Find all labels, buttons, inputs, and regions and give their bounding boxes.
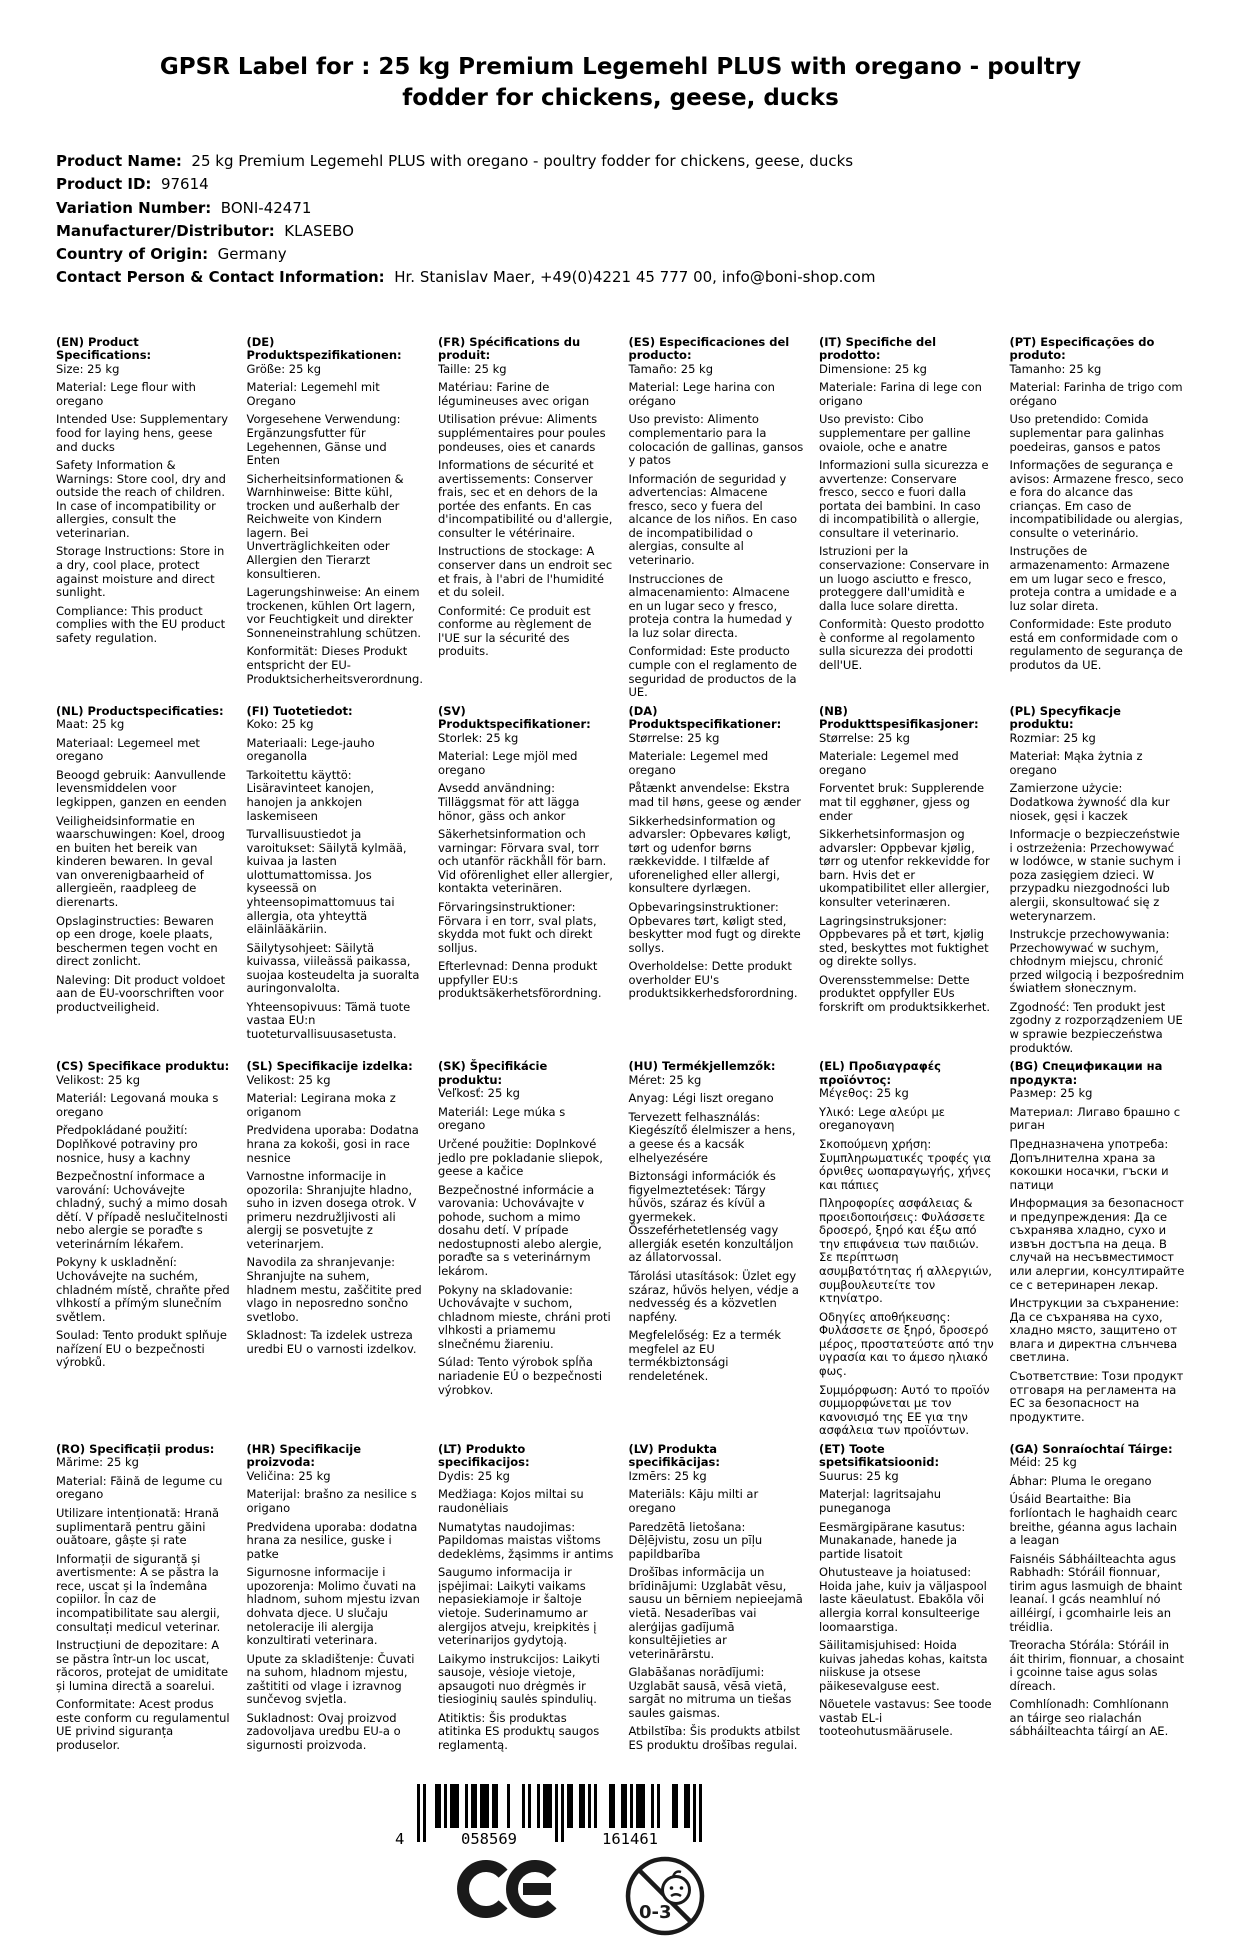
lang-block-it xyxy=(819,336,995,705)
spec-line: Informações de segurança e avisos: Armazene fresco, seco e fora do alcance das crianças. Em caso de incompatibilidade ou alergias, consulte o veterinário. xyxy=(1009,458,1184,540)
lang-block-pt xyxy=(1010,336,1186,705)
spec-line: Treoracha Stórála: Stóráil in áit thirim, fionnuar, a chosaint i gcoinne taise agus solas díreach. xyxy=(1009,1638,1184,1693)
spec-line: Material: Farinha de trigo com orégano xyxy=(1009,380,1183,408)
field-label: Product ID: xyxy=(56,175,152,194)
spec-line: Koko: 25 kg xyxy=(246,717,314,732)
spec-line: Οδηγίες αποθήκευσης: Φυλάσσετε σε ξηρό, δροσερό μέρος, προστατεύστε από την υγρασία και το άμεσο ηλιακό φως. xyxy=(819,1309,994,1378)
spec-line: Informations de sécurité et avertissements: Conserver frais, sec et en dehors de la portée des enfants. En cas d'incompatibilité ou d'allergie, consulter le vétérinaire. xyxy=(438,458,613,540)
spec-line: Intended Use: Supplementary food for laying hens, geese and ducks xyxy=(56,412,229,454)
lang-block-fi xyxy=(247,705,424,1061)
product-info-row xyxy=(56,220,1185,243)
age-warning-glyph xyxy=(623,1854,707,1938)
spec-line: Tárolási utasítások: Üzlet egy száraz, hűvös helyen, védje a nedvesség és a közvetlen napfény. xyxy=(628,1269,799,1324)
spec-line: Sicherheitsinformationen & Warnhinweise: Bitte kühl, trocken und außerhalb der Reichweite von Kindern lagern. Bei Unverträglichkeiten oder Allergien den Tierarzt konsultieren. xyxy=(246,471,404,581)
spec-line: Bezpečnostní informace a varování: Uchovávejte chladný, suchý a mimo dosah dětí. V případě neslučitelnosti nebo alergie se poraďte s veterinárním lékařem. xyxy=(56,1169,228,1251)
spec-line: Størrelse: 25 kg xyxy=(819,730,910,745)
barcode-bars xyxy=(385,1784,715,1848)
spec-line: Conformidad: Este producto cumple con el reglamento de seguridad de productos de la UE. xyxy=(628,644,798,700)
spec-line: Méret: 25 kg xyxy=(628,1072,702,1087)
field-value: Hr. Stanislav Maer, +49(0)4221 45 777 00, info@boni-shop.com xyxy=(384,268,876,287)
spec-line: Uso pretendido: Comida suplementar para galinhas poedeiras, gansos e patos xyxy=(1009,412,1164,454)
spec-line: Dydis: 25 kg xyxy=(438,1468,510,1483)
spec-line: Vorgesehene Verwendung: Ergänzungsfutter für Legehennen, Gänse und Enten xyxy=(246,412,401,468)
spec-line: Säilitamisjuhised: Hoida kuivas jahedas kohas, kaitsta niiskuse ja otsese päikesevalguse eest. xyxy=(819,1638,988,1693)
spec-line: Instrucțiuni de depozitare: A se păstra într-un loc uscat, răcoros, protejat de umiditate și lumina directă a soarelui. xyxy=(56,1638,229,1693)
spec-line: Compliance: This product complies with the EU product safety regulation. xyxy=(56,603,226,645)
spec-line: Megfelelőség: Ez a termék megfelel az EU termékbiztonsági rendeletének. xyxy=(628,1328,782,1383)
spec-line: Storage Instructions: Store in a dry, cool place, protect against moisture and direct sunlight. xyxy=(56,544,225,600)
spec-line: Instruções de armazenamento: Armazene em um lugar seco e fresco, proteja contra a umidade e a luz solar direta. xyxy=(1009,544,1177,613)
spec-line: Sukladnost: Ovaj proizvod zadovoljava uredbu EU-a o sigurnosti proizvoda. xyxy=(246,1710,401,1753)
spec-line: Tarkoitettu käyttö: Lisäravinteet kanojen, hanojen ja ankkojen laskemiseen xyxy=(246,767,375,823)
lang-block-title: (ET) Toote spetsifikatsioonid: xyxy=(819,1441,940,1470)
spec-line: Conformità: Questo prodotto è conforme al regolamento sulla sicurezza dei prodotti dell'UE. xyxy=(819,617,985,672)
spec-line: Σκοπούμενη χρήση: Συμπληρωματικές τροφές για όρνιθες ωοπαραγωγής, χήνες και πάπιες xyxy=(819,1136,992,1192)
field-label: Variation Number: xyxy=(56,198,212,217)
age-warning-label: 0-3 xyxy=(639,1901,672,1923)
spec-line: Soulad: Tento produkt splňuje nařízení EU o bezpečnosti výrobků. xyxy=(56,1328,227,1370)
lang-block-title: (GA) Sonraíochtaí Táirge: xyxy=(1009,1441,1173,1456)
spec-line: Tamanho: 25 kg xyxy=(1009,361,1102,376)
lang-block-es xyxy=(629,336,805,705)
lang-block-title: (HU) Termékjellemzők: xyxy=(628,1059,776,1074)
product-info xyxy=(56,150,1185,290)
lang-block-title: (FR) Spécifications du produit: xyxy=(438,334,581,363)
lang-block-en xyxy=(56,336,232,705)
lang-block-lt xyxy=(438,1443,614,1758)
lang-block-title: (SV) Produktspecifikationer: xyxy=(438,703,591,732)
spec-line: Veličina: 25 kg xyxy=(246,1468,331,1483)
lang-block-de xyxy=(247,336,424,705)
compliance-symbols xyxy=(457,1860,815,1948)
lang-block-lv xyxy=(629,1443,805,1758)
spec-line: Eesmärgipärane kasutus: Munakanade, hanede ja partide lisatoit xyxy=(819,1519,966,1561)
spec-line: Veiligheidsinformatie en waarschuwingen: Koel, droog en buiten het bereik van kinderen bewaren. In geval van onverenigbaarheid of allergieën, raadpleeg de dierenarts. xyxy=(56,813,225,909)
spec-line: Informazioni sulla sicurezza e avvertenze: Conservare fresco, secco e fuori dalla portata dei bambini. In caso di incompatibilità o allergie, consultare il veterinario. xyxy=(819,458,989,540)
spec-line: Zgodność: Ten produkt jest zgodny z rozporządzeniem UE w sprawie bezpieczeństwa produktów. xyxy=(1009,999,1183,1055)
lang-block-sv xyxy=(438,705,614,1061)
spec-line: Saugumo informacija ir įspėjimai: Laikyti vaikams nepasiekiamoje ir šaltoje vietoje. Suderinamumo ar alergijos atveju, kreipkitės į veterinarijos gydytoją. xyxy=(438,1565,597,1648)
spec-line: Predvidena uporaba: Dodatna hrana za kokoši, gosi in race nesnice xyxy=(246,1123,419,1165)
spec-line: Opslaginstructies: Bewaren op een droge, koele plaats, beschermen tegen vocht en direct zonlicht. xyxy=(56,913,218,969)
spec-line: Turvallisuustiedot ja varoitukset: Säilytä kylmää, kuivaa ja lasten ulottumattomissa. Jos kyseessä on yhteensopimattomuus tai allergia, ota yhteyttä eläinlääkäriin. xyxy=(246,827,407,937)
spec-line: Laikymo instrukcijos: Laikyti sausoje, vėsioje vietoje, apsaugoti nuo drėgmės ir tiesioginių saulės spindulių. xyxy=(438,1651,600,1707)
spec-line: Material: Lege flour with oregano xyxy=(56,380,196,408)
lang-block-title: (IT) Specifiche del prodotto: xyxy=(819,334,937,363)
spec-line: Atbilstība: Šis produkts atbilst ES produktu drošības regulai. xyxy=(628,1724,801,1753)
lang-block-nl xyxy=(56,705,232,1061)
spec-line: Storlek: 25 kg xyxy=(438,730,519,745)
spec-line: Glabāšanas norādījumi: Uzglabāt sausā, vēsā vietā, sargāt no mitruma un tiešas saules gaismas. xyxy=(628,1665,792,1720)
spec-line: Pokyny k uskladnění: Uchovávejte na suchém, chladném místě, chraňte před vlhkostí a přímým slunečním světlem. xyxy=(56,1255,230,1324)
spec-line: Bezpečnostné informácie a varovania: Uchovávajte v pohode, suchom a mimo dosahu detí. V prípade nedostupnosti alebo alergie, poraďte sa s veterinárnym lekárom. xyxy=(438,1182,602,1279)
field-value: KLASEBO xyxy=(274,221,354,240)
spec-line: Utilisation prévue: Aliments supplémentaires pour poules pondeuses, oies et canards xyxy=(438,412,606,454)
lang-block-title: (RO) Specificații produs: xyxy=(56,1441,215,1456)
spec-line: Materjal: lagritsajahu puneganoga xyxy=(819,1487,942,1516)
lang-block-title: (LV) Produkta specifikācijas: xyxy=(628,1441,720,1470)
lang-block-hu xyxy=(629,1060,805,1443)
spec-line: Materiál: Legovaná mouka s oregano xyxy=(56,1091,219,1119)
lang-block-title: (SK) Špecifikácie produktu: xyxy=(438,1059,548,1087)
spec-line: Instrukcje przechowywania: Przechowywać w suchym, chłodnym miejscu, chronić przed wilgocią i bezpośrednim światłem słonecznym. xyxy=(1009,927,1185,996)
spec-line: Efterlevnad: Denna produkt uppfyller EU:s produktsäkerhetsförordning. xyxy=(438,959,602,1001)
barcode-digit-group: 161461 xyxy=(602,1829,658,1848)
spec-line: Pokyny na skladovanie: Uchovávajte v suchom, chladnom mieste, chráni proti vlhkosti a priamemu slnečnému žiareniu. xyxy=(438,1282,611,1351)
field-value: 97614 xyxy=(151,175,209,194)
lang-block-title: (DE) Produktspezifikationen: xyxy=(246,334,402,363)
spec-line: Lagringsinstruksjoner: Oppbevares på et tørt, kjølig sted, beskyttes mot fuktighet og direkte sollys. xyxy=(819,913,989,969)
barcode-digit-left: 4 xyxy=(395,1829,405,1848)
spec-line: Matériau: Farine de légumineuses avec origan xyxy=(438,380,590,408)
spec-line: Avsedd användning: Tilläggsmat för att lägga hönor, gäss och ankor xyxy=(438,781,580,823)
lang-block-title: (SL) Specifikacije izdelka: xyxy=(246,1059,413,1074)
field-value: 25 kg Premium Legemehl PLUS with oregano - poultry fodder for chickens, geese, ducks xyxy=(181,152,854,171)
spec-line: Material: Legirana moka z origanom xyxy=(246,1091,396,1119)
lang-block-ga xyxy=(1010,1443,1186,1758)
spec-line: Zamierzone użycie: Dodatkowa żywność dla kur niosek, gęsi i kaczek xyxy=(1009,781,1170,823)
spec-line: Mărime: 25 kg xyxy=(56,1455,139,1470)
lang-block-hr xyxy=(247,1443,424,1758)
product-info-row xyxy=(56,173,1185,196)
field-label: Contact Person & Contact Information: xyxy=(56,268,385,287)
field-label: Country of Origin: xyxy=(56,245,209,264)
spec-line: Material: Făină de legume cu oregano xyxy=(56,1473,223,1502)
spec-line: Safety Information & Warnings: Store cool, dry and outside the reach of children. In case of incompatibility or allergies, consult the veterinarian. xyxy=(56,458,226,540)
ce-mark-glyph xyxy=(457,1860,567,1918)
spec-line: Materiaali: Lege-jauho oreganolla xyxy=(246,735,375,764)
spec-line: Størrelse: 25 kg xyxy=(628,730,720,745)
spec-line: Предназначена употреба: Допълнителна храна за кокошки носачки, гъски и патици xyxy=(1009,1136,1169,1192)
spec-line: Conformité: Ce produit est conforme au règlement de l'UE sur la sécurité des produits. xyxy=(438,603,592,659)
spec-line: Méid: 25 kg xyxy=(1009,1455,1077,1470)
spec-line: Atitiktis: Šis produktas atitinka ES produktų saugos reglamentą. xyxy=(438,1710,600,1753)
page-title: GPSR Label for : 25 kg Premium Legemehl PLUS with oregano - poultry fodder for chickens, geese, ducks xyxy=(159,54,1082,112)
spec-line: Påtænkt anvendelse: Ekstra mad til høns, geese og ænder xyxy=(628,781,802,810)
spec-line: Υλικό: Lege αλεύρι με oreganoγανη xyxy=(819,1104,946,1133)
lang-block-title: (CS) Specifikace produktu: xyxy=(56,1059,230,1074)
spec-line: Πληροφορίες ασφάλειας & προειδοποιήσεις: Φυλάσσετε δροσερό, ξηρό και έξω από την επιφάνεια των παιδιών. Σε περίπτωση ασυμβατότητας ή αλλεργιών, συμβουλευτείτε τον κτηνίατρο. xyxy=(819,1196,992,1306)
lang-block-fr xyxy=(438,336,614,705)
spec-line: Ábhar: Pluma le oregano xyxy=(1009,1473,1152,1488)
product-info-row xyxy=(56,266,1185,289)
spec-line: Comhlíonadh: Comhlíonann an táirge seo rialachán sábháilteachta táirgí an AE. xyxy=(1009,1697,1169,1739)
spec-line: Skladnost: Ta izdelek ustreza uredbi EU o varnosti izdelkov. xyxy=(246,1328,417,1356)
spec-line: Conformitate: Acest produs este conform cu regulamentul UE privind siguranța produselor. xyxy=(56,1697,230,1753)
spec-line: Biztonsági információk és figyelmeztetések: Tárgy hűvös, száraz és kívül a gyermekek. Összeférhetetlenség vagy allergiák esetén konzultáljon az állatorvossal. xyxy=(628,1169,794,1265)
lang-block-title: (NB) Produkttspesifikasjoner: xyxy=(819,703,979,732)
spec-line: Größe: 25 kg xyxy=(246,361,322,376)
lang-block-title: (ES) Especificaciones del producto: xyxy=(628,334,790,363)
spec-line: Suurus: 25 kg xyxy=(819,1468,899,1483)
spec-line: Μέγεθος: 25 kg xyxy=(819,1086,909,1101)
spec-line: Předpokládané použití: Doplňkové potraviny pro nosnice, husy a kachny xyxy=(56,1123,198,1165)
spec-line: Materiale: Legemel med oregano xyxy=(628,749,769,777)
lang-block-title: (LT) Produkto specifikacijos: xyxy=(438,1441,530,1470)
spec-line: Overensstemmelse: Dette produktet oppfyller EUs forskrift om produktsikkerhet. xyxy=(819,972,991,1014)
lang-block-ro xyxy=(56,1443,232,1758)
spec-line: Materijal: brašno za nesilice s origano xyxy=(246,1487,417,1516)
spec-line: Uso previsto: Alimento complementario para la colocación de gallinas, gansos y patos xyxy=(628,412,804,468)
spec-line: Nõuetele vastavus: See toode vastab EL-i tooteohutusmäärusele. xyxy=(819,1697,992,1739)
spec-line: Paredzētā lietošana: Dēļējvistu, zosu un pīļu papildbarība xyxy=(628,1519,763,1561)
spec-line: Materiál: Lege múka s oregano xyxy=(438,1104,566,1133)
spec-line: Material: Legemehl mit Oregano xyxy=(246,380,380,408)
spec-line: Maat: 25 kg xyxy=(56,717,125,732)
spec-line: Sikkerhetsinformasjon og advarsler: Oppbevar kjølig, tørr og utenfor rekkevidde for barn. Hvis det er ukompatibilitet eller allergier, konsulter veterinæren. xyxy=(819,827,990,909)
field-label: Manufacturer/Distributor: xyxy=(56,221,275,240)
barcode-section xyxy=(385,1784,815,1948)
spec-line: Информация за безопасност и предупреждения: Да се съхранява хладно, сухо и извън достъпа на деца. В случай на несъвместимост или алергии, консултирайте се с ветеринарен лекар. xyxy=(1009,1196,1185,1292)
spec-line: Naleving: Dit product voldoet aan de EU-voorschriften voor productveiligheid. xyxy=(56,972,226,1014)
lang-block-et xyxy=(819,1443,995,1758)
spec-line: Tamaño: 25 kg xyxy=(628,361,714,376)
spec-line: Medžiaga: Kojos miltai su raudonėliais xyxy=(438,1487,584,1516)
lang-block-title: (PT) Especificações do produto: xyxy=(1009,334,1155,363)
barcode-digit-group: 058569 xyxy=(461,1829,517,1848)
spec-line: Informații de siguranță și avertismente: A se păstra la rece, uscat și la îndemâna copiilor. În caz de incompatibilitate sau alergii, consultați medicul veterinar. xyxy=(56,1551,221,1634)
spec-line: Konformität: Dieses Produkt entspricht der EU-Produktsicherheitsverordnung. xyxy=(246,644,423,686)
lang-block-el xyxy=(819,1060,995,1443)
language-specs-grid xyxy=(56,336,1185,1758)
product-info-row xyxy=(56,150,1185,173)
spec-line: Yhteensopivuus: Tämä tuote vastaa EU:n tuoteturvallisuusasetusta. xyxy=(246,999,411,1042)
spec-line: Rozmiar: 25 kg xyxy=(1009,730,1096,745)
lang-block-title: (DA) Produktspecifikationer: xyxy=(628,703,782,732)
spec-line: Инструкции за съхранение: Да се съхранява на сухо, хладно място, защитено от влага и директна слънчева светлина. xyxy=(1009,1296,1180,1365)
ean13-barcode xyxy=(385,1784,815,1848)
lang-block-title: (BG) Спецификации на продукта: xyxy=(1009,1059,1163,1087)
spec-line: Upute za skladištenje: Čuvati na suhom, hladnom mjestu, zaštititi od vlage i izravnog sunčevog svjetla. xyxy=(246,1651,415,1707)
spec-line: Säkerhetsinformation och varningar: Förvara sval, torr och utanför räckhåll för barn. Vid oförenlighet eller allergier, kontakta veterinären. xyxy=(438,827,613,896)
lang-block-bg xyxy=(1010,1060,1186,1443)
field-value: BONI-42471 xyxy=(211,198,312,217)
spec-line: Informacje o bezpieczeństwie i ostrzeżenia: Przechowywać w lodówce, w stanie suchym i poza zasięgiem dzieci. W przypadku niezgodności lub alergii, skonsultować się z weterynarzem. xyxy=(1009,827,1181,923)
spec-line: Materiāls: Kāju milti ar oregano xyxy=(628,1487,759,1516)
field-label: Product Name: xyxy=(56,152,182,171)
spec-line: Materiał: Mąka żytnia z oregano xyxy=(1009,749,1143,777)
spec-line: Velikost: 25 kg xyxy=(246,1072,331,1087)
spec-line: Dimensione: 25 kg xyxy=(819,361,927,376)
spec-line: Izmērs: 25 kg xyxy=(628,1468,707,1483)
spec-line: Sigurnosne informacije i upozorenja: Molimo čuvati na hladnom, suhom mjestu izvan dohvata djece. U slučaju netoleracije ili alergija konzultirati veterinara. xyxy=(246,1565,420,1648)
spec-line: Material: Lege harina con orégano xyxy=(628,380,775,408)
spec-line: Ohutusteave ja hoiatused: Hoida jahe, kuiv ja väljaspool laste käeulatust. Ebakõla või allergia korral konsulteerige loomaarstiga. xyxy=(819,1565,987,1634)
spec-line: Sikkerhedsinformation og advarsler: Opbevares køligt, tørt og udenfor børns rækkevidde. I tilfælde af uforenelighed eller allergi, konsultere dyrlægen. xyxy=(628,813,792,896)
spec-line: Размер: 25 kg xyxy=(1009,1086,1093,1101)
lang-block-cs xyxy=(56,1060,232,1443)
spec-line: Material: Lege mjöl med oregano xyxy=(438,749,578,777)
lang-block-da xyxy=(629,705,805,1061)
lang-block-sk xyxy=(438,1060,614,1443)
lang-block-title: (NL) Productspecificaties: xyxy=(56,703,224,718)
spec-line: Veľkosť: 25 kg xyxy=(438,1086,520,1101)
spec-line: Varnostne informacije in opozorila: Shranjujte hladno, suho in izven dosega otrok. V primeru nezdružljivosti ali alergij se posvetujte z veterinarjem. xyxy=(246,1169,417,1251)
lang-block-title: (FI) Tuotetiedot: xyxy=(246,703,353,718)
spec-line: Opbevaringsinstruktioner: Opbevares tørt, køligt sted, beskytter mod fugt og direkte sollys. xyxy=(628,899,801,955)
lang-block-title: (PL) Specyfikacje produktu: xyxy=(1009,703,1121,732)
spec-line: Utilizare intenționată: Hrană suplimentară pentru găini ouătoare, gâște și rate xyxy=(56,1506,220,1548)
spec-line: Forventet bruk: Supplerende mat til egghøner, gjess og ender xyxy=(819,781,985,823)
product-info-row xyxy=(56,197,1185,220)
spec-line: Материал: Лигаво брашно с риган xyxy=(1009,1104,1181,1133)
age-warning-0-3-icon xyxy=(623,1854,707,1942)
spec-line: Materiaal: Legemeel met oregano xyxy=(56,735,200,764)
spec-line: Conformidade: Este produto está em conformidade com o regulamento de segurança de produtos da UE. xyxy=(1009,617,1183,672)
lang-block-title: (EL) Προδιαγραφές προϊόντος: xyxy=(819,1059,941,1087)
spec-line: Overholdelse: Dette produkt overholder EU's produktsikkerhedsforordning. xyxy=(628,959,798,1001)
spec-line: Säilytysohjeet: Säilytä kuivassa, viileässä paikassa, suojaa kosteudelta ja suoralta auringonvalolta. xyxy=(246,940,420,996)
lang-block-pl xyxy=(1010,705,1186,1061)
spec-line: Instructions de stockage: A conserver dans un endroit sec et frais, à l'abri de l'humidité et du soleil. xyxy=(438,544,613,600)
spec-line: Lagerungshinweise: An einem trockenen, kühlen Ort lagern, vor Feuchtigkeit und direkter Sonneneinstrahlung schützen. xyxy=(246,585,422,640)
spec-line: Συμμόρφωση: Αυτό το προϊόν συμμορφώνεται με τον κανονισμό της ΕΕ για την ασφάλεια των προϊόντων. xyxy=(819,1382,990,1438)
product-info-row xyxy=(56,243,1185,266)
spec-line: Förvaringsinstruktioner: Förvara i en torr, sval plats, skydda mot fukt och direkt solljus. xyxy=(438,899,597,955)
spec-line: Anyag: Légi liszt oregano xyxy=(628,1091,774,1106)
spec-line: Numatytas naudojimas: Papildomas maistas vištoms dedeklėms, žąsimms ir antims xyxy=(438,1519,614,1561)
lang-block-title: (EN) Product Specifications: xyxy=(56,334,152,363)
lang-block-nb xyxy=(819,705,995,1061)
spec-line: Instrucciones de almacenamiento: Almacene en un lugar seco y fresco, proteja contra la humedad y la luz solar directa. xyxy=(628,571,793,640)
spec-line: Materiale: Farina di lege con origano xyxy=(819,380,982,408)
spec-line: Taille: 25 kg xyxy=(438,361,507,376)
lang-block-sl xyxy=(247,1060,424,1443)
spec-line: Úsáid Beartaithe: Bia forlíontach le haghaidh cearc breithe, géanna agus lachain a leagan xyxy=(1009,1492,1178,1548)
field-value: Germany xyxy=(208,245,287,264)
spec-line: Tervezett felhasználás: Kiegészítő élelmiszer a hens, a geese és a kacsák elhelyezésére xyxy=(628,1109,796,1165)
spec-line: Navodila za shranjevanje: Shranjujte na suhem, hladnem mestu, zaščitite pred vlago in neposredno sončno svetlobo. xyxy=(246,1255,422,1324)
spec-line: Uso previsto: Cibo supplementare per galline ovaiole, oche e anatre xyxy=(819,412,971,454)
spec-line: Určené použitie: Doplnkové jedlo pre pokladanie sliepok, geese a kačice xyxy=(438,1136,603,1179)
spec-line: Información de seguridad y advertencias: Almacene fresco, seco y fuera del alcance de los niños. En caso de incompatibilidad o alergias, consulte al veterinario. xyxy=(628,471,798,568)
spec-line: Beoogd gebruik: Aanvullende levensmiddelen voor legkippen, ganzen en eenden xyxy=(56,767,227,810)
spec-line: Drošības informācija un brīdinājumi: Uzglabāt vēsu, sausu un bērniem nepieejamā vietā. Nesaderības vai alerģijas gadījumā konsultējieties ar veterinārārstu. xyxy=(628,1565,803,1661)
spec-line: Faisnéis Sábháilteachta agus Rabhadh: Stóráil fionnuar, tirim agus lasmuigh de bhaint leanaí. I gcás neamhluí nó ailléirgí, i gcomhairle leis an tréidlia. xyxy=(1009,1551,1183,1634)
spec-line: Velikost: 25 kg xyxy=(56,1072,141,1087)
spec-line: Size: 25 kg xyxy=(56,361,120,376)
spec-line: Súlad: Tento výrobok spĺňa nariadenie EÚ o bezpečnosti výrobkov. xyxy=(438,1355,603,1397)
spec-line: Predvidena uporaba: dodatna hrana za nesilice, guske i patke xyxy=(246,1519,418,1561)
spec-line: Съответствие: Този продукт отговаря на регламента на ЕС за безопасност на продуктите. xyxy=(1009,1368,1184,1424)
ce-mark-icon xyxy=(457,1860,567,1922)
spec-line: Istruzioni per la conservazione: Conservare in un luogo asciutto e fresco, proteggere dall'umidità e dalla luce solare diretta. xyxy=(819,544,990,613)
spec-line: Materiale: Legemel med oregano xyxy=(819,749,959,777)
lang-block-title: (HR) Specifikacije proizvoda: xyxy=(246,1441,362,1470)
